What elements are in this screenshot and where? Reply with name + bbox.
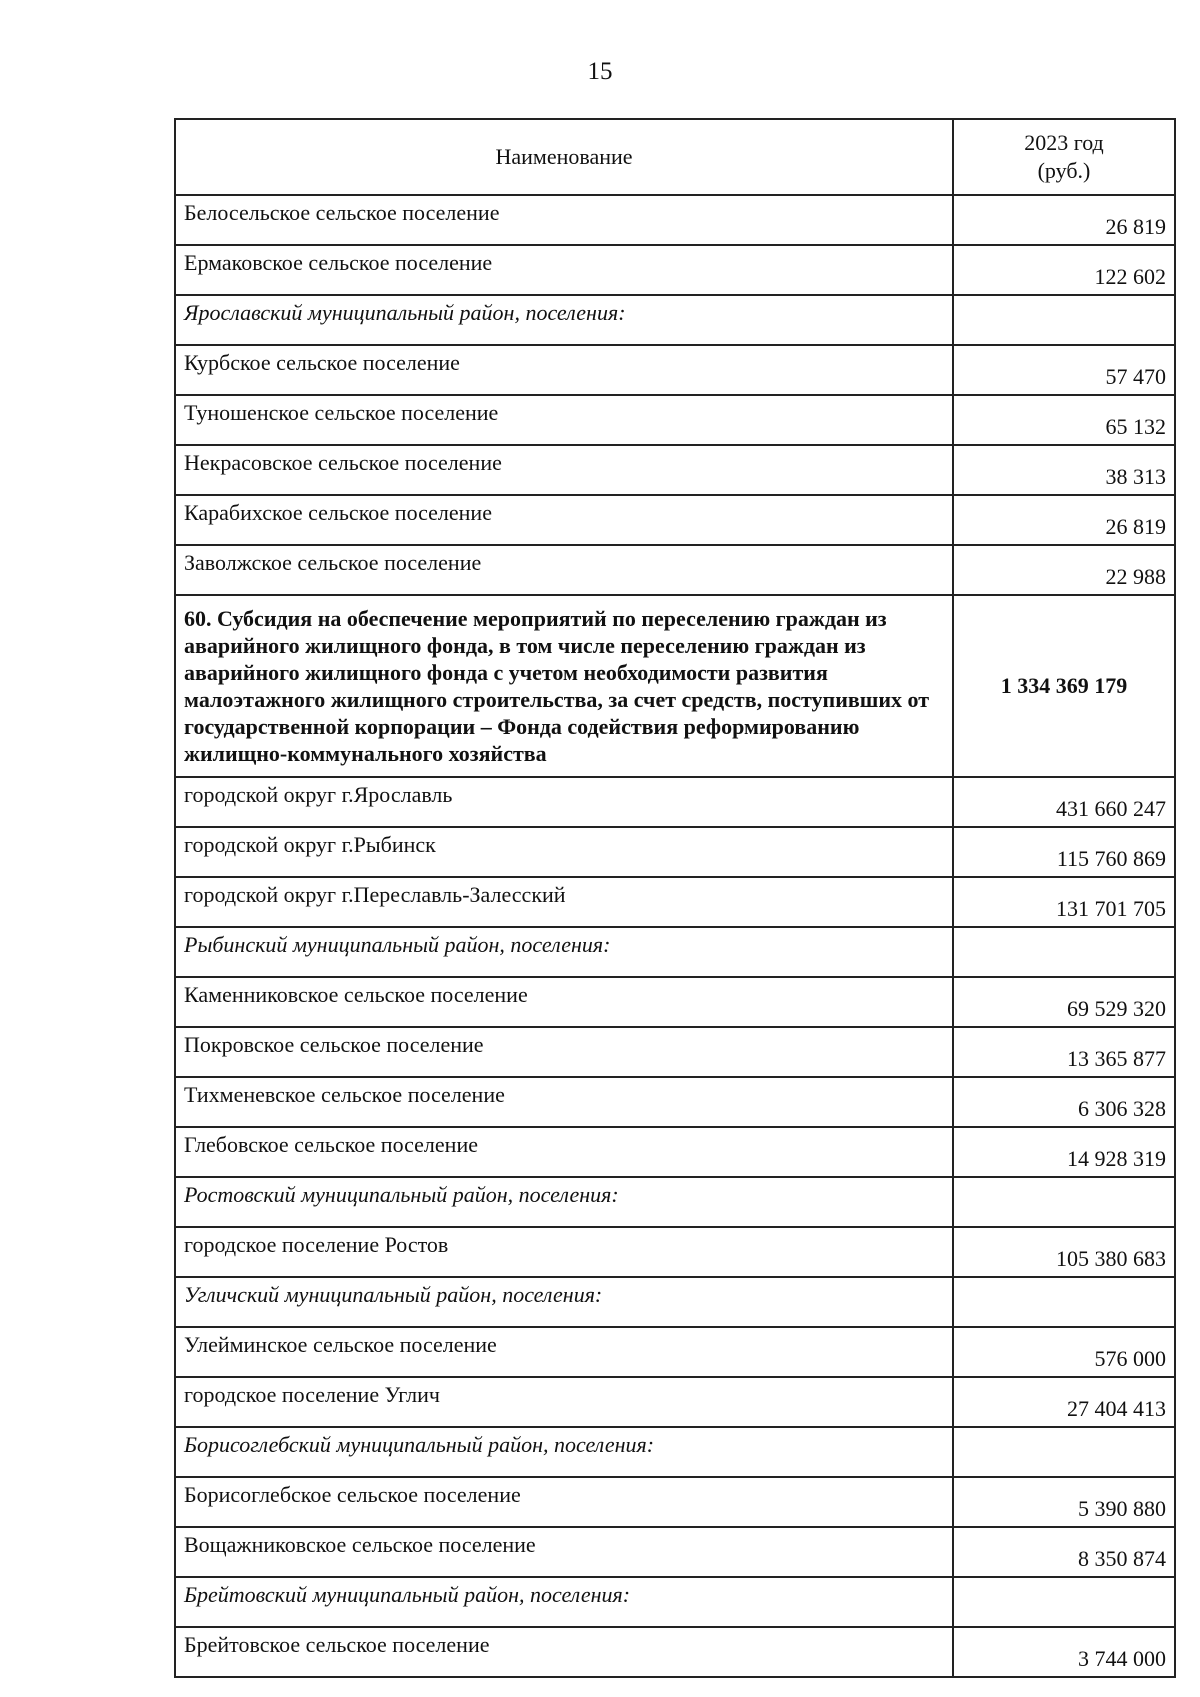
row-value-cell: 576 000 xyxy=(953,1327,1175,1377)
row-name-cell: Глебовское сельское поселение xyxy=(175,1127,953,1177)
row-value-cell: 26 819 xyxy=(953,495,1175,545)
row-name-cell: Белосельское сельское поселение xyxy=(175,195,953,245)
row-value-cell: 3 744 000 xyxy=(953,1627,1175,1677)
row-name-cell: Покровское сельское поселение xyxy=(175,1027,953,1077)
table-row xyxy=(175,495,1175,545)
table-row xyxy=(175,1027,1175,1077)
row-name-cell: Ермаковское сельское поселение xyxy=(175,245,953,295)
table-row xyxy=(175,1077,1175,1127)
table-row xyxy=(175,245,1175,295)
row-value-cell xyxy=(953,1577,1175,1627)
table-row xyxy=(175,395,1175,445)
row-name-cell: городское поселение Углич xyxy=(175,1377,953,1427)
table-row xyxy=(175,1627,1175,1677)
row-name-cell: Некрасовское сельское поселение xyxy=(175,445,953,495)
table-row xyxy=(175,827,1175,877)
row-name-cell: Туношенское сельское поселение xyxy=(175,395,953,445)
allocation-table xyxy=(174,118,1176,1678)
table-row xyxy=(175,877,1175,927)
row-name-cell: Заволжское сельское поселение xyxy=(175,545,953,595)
subsidy-heading-row xyxy=(175,595,1175,777)
table-body xyxy=(175,119,1175,1677)
table-row xyxy=(175,1477,1175,1527)
table-row xyxy=(175,195,1175,245)
row-value-cell: 6 306 328 xyxy=(953,1077,1175,1127)
header-value-text: 2023 год (руб.) xyxy=(1024,130,1104,183)
row-value-cell: 38 313 xyxy=(953,445,1175,495)
table-row xyxy=(175,1127,1175,1177)
district-heading-row xyxy=(175,295,1175,345)
table-header-row xyxy=(175,119,1175,195)
row-value-cell: 22 988 xyxy=(953,545,1175,595)
row-value-cell: 27 404 413 xyxy=(953,1377,1175,1427)
row-name-cell: Борисоглебский муниципальный район, поселения: xyxy=(175,1427,953,1477)
row-value-cell: 8 350 874 xyxy=(953,1527,1175,1577)
row-name-cell: городской округ г.Рыбинск xyxy=(175,827,953,877)
table-row xyxy=(175,977,1175,1027)
table-row xyxy=(175,1377,1175,1427)
row-value-cell: 431 660 247 xyxy=(953,777,1175,827)
row-name-cell: Рыбинский муниципальный район, поселения: xyxy=(175,927,953,977)
row-value-cell: 5 390 880 xyxy=(953,1477,1175,1527)
row-name-cell: Угличский муниципальный район, поселения: xyxy=(175,1277,953,1327)
row-name-cell: Тихменевское сельское поселение xyxy=(175,1077,953,1127)
row-value-cell xyxy=(953,1277,1175,1327)
row-name-cell: городской округ г.Переславль-Залесский xyxy=(175,877,953,927)
row-value-cell: 14 928 319 xyxy=(953,1127,1175,1177)
table-row xyxy=(175,777,1175,827)
row-value-cell: 1 334 369 179 xyxy=(953,595,1175,777)
district-heading-row xyxy=(175,1427,1175,1477)
row-value-cell xyxy=(953,295,1175,345)
row-value-cell xyxy=(953,927,1175,977)
district-heading-row xyxy=(175,927,1175,977)
row-value-cell: 69 529 320 xyxy=(953,977,1175,1027)
table-row xyxy=(175,445,1175,495)
row-value-cell: 115 760 869 xyxy=(953,827,1175,877)
row-value-cell: 131 701 705 xyxy=(953,877,1175,927)
row-name-cell: 60. Субсидия на обеспечение мероприятий по переселению граждан из аварийного жилищного фонда, в том числе переселению граждан из аварийного жилищного фонда с учетом необходимости развития малоэтажного жилищного строительства, за счет средств, поступивших от государственной корпорации – Фонда содействия реформированию жилищно-коммунального хозяйства xyxy=(175,595,953,777)
row-name-cell: городское поселение Ростов xyxy=(175,1227,953,1277)
row-name-cell: Брейтовское сельское поселение xyxy=(175,1627,953,1677)
table-row xyxy=(175,1227,1175,1277)
row-value-cell: 26 819 xyxy=(953,195,1175,245)
district-heading-row xyxy=(175,1577,1175,1627)
row-name-cell: Улейминское сельское поселение xyxy=(175,1327,953,1377)
row-name-cell: Брейтовский муниципальный район, поселения: xyxy=(175,1577,953,1627)
page-number: 15 xyxy=(587,58,613,85)
table-row xyxy=(175,1527,1175,1577)
row-value-cell: 57 470 xyxy=(953,345,1175,395)
row-name-cell: городской округ г.Ярославль xyxy=(175,777,953,827)
row-value-cell: 122 602 xyxy=(953,245,1175,295)
row-value-cell xyxy=(953,1427,1175,1477)
header-name-cell: Наименование xyxy=(175,119,953,195)
row-name-cell: Борисоглебское сельское поселение xyxy=(175,1477,953,1527)
table-row xyxy=(175,1327,1175,1377)
row-name-cell: Курбское сельское поселение xyxy=(175,345,953,395)
row-name-cell: Вощажниковское сельское поселение xyxy=(175,1527,953,1577)
row-name-cell: Карабихское сельское поселение xyxy=(175,495,953,545)
row-value-cell: 105 380 683 xyxy=(953,1227,1175,1277)
table-row xyxy=(175,345,1175,395)
table-row xyxy=(175,545,1175,595)
row-value-cell: 13 365 877 xyxy=(953,1027,1175,1077)
district-heading-row xyxy=(175,1177,1175,1227)
row-name-cell: Ярославский муниципальный район, поселения: xyxy=(175,295,953,345)
district-heading-row xyxy=(175,1277,1175,1327)
row-value-cell xyxy=(953,1177,1175,1227)
header-value-cell xyxy=(953,119,1175,195)
row-name-cell: Каменниковское сельское поселение xyxy=(175,977,953,1027)
row-value-cell: 65 132 xyxy=(953,395,1175,445)
row-name-cell: Ростовский муниципальный район, поселения: xyxy=(175,1177,953,1227)
